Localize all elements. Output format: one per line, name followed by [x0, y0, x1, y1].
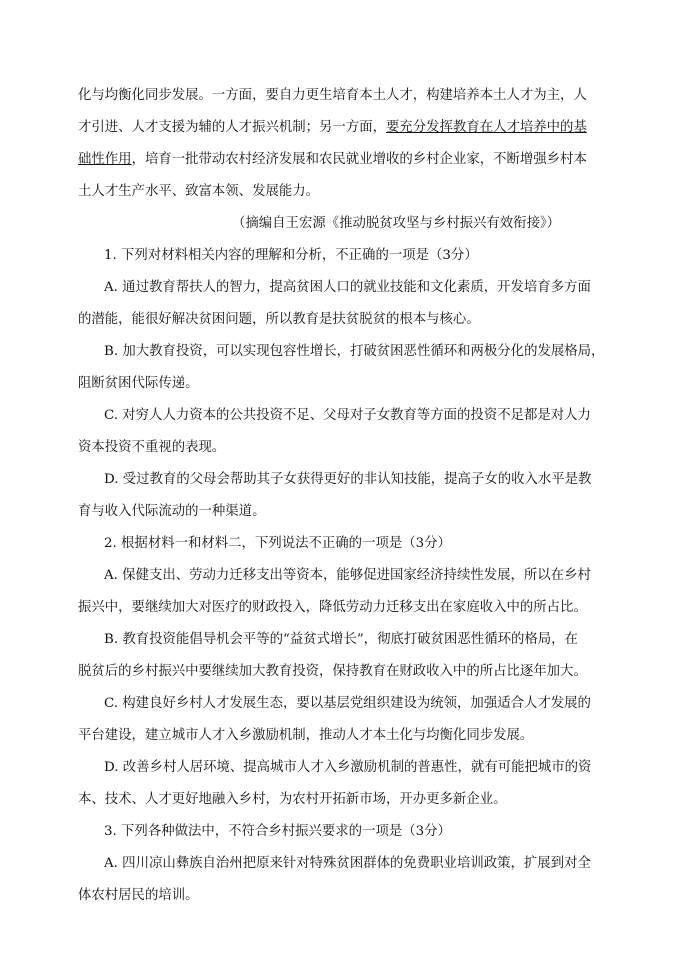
option-line: 资本投资不重视的表现。 [78, 440, 226, 455]
underlined-text: 础性作用 [78, 152, 132, 167]
source-citation: （摘编自王宏源《推动脱贫攻坚与乡村振兴有效衔接》） [232, 216, 561, 231]
option-line: B. 加大教育投资，可以实现包容性增长，打破贫困恶性循环和两极分化的发展格局， [104, 344, 605, 359]
option-line: A. 四川凉山彝族自治州把原来针对特殊贫困群体的免费职业培训政策，扩展到对全 [104, 856, 591, 871]
passage-text: ，培育一批带动农村经济发展和农民就业增收的乡村企业家，不断增强乡村本 [131, 152, 587, 167]
passage-line: 化与均衡化同步发展。一方面，要自力更生培育本土人才，构建培养本土人才为主，人 [78, 88, 587, 103]
passage-line [78, 148, 587, 167]
question-stem: 1. 下列对材料相关内容的理解和分析，不正确的一项是（3分） [104, 248, 478, 263]
option-line: 体农村居民的培训。 [78, 888, 199, 903]
option-line: A. 通过教育帮扶人的智力，提高贫困人口的就业技能和文化素质，开发培育多方面 [104, 280, 591, 295]
option-line: C. 对穷人人力资本的公共投资不足、父母对子女教育等方面的投资不足都是对人力 [104, 408, 591, 423]
option-line: 育与收入代际流动的一种渠道。 [78, 504, 266, 519]
option-line: C. 构建良好乡村人才发展生态，要以基层党组织建设为统领，加强适合人才发展的 [104, 696, 591, 711]
option-line: 本、技术、人才更好地融入乡村，为农村开拓新市场，开办更多新企业。 [78, 792, 507, 807]
passage-line: 土人才生产水平、致富本领、发展能力。 [78, 184, 320, 199]
option-line: 阻断贫困代际传递。 [78, 376, 199, 391]
question-stem: 3. 下列各种做法中，不符合乡村振兴要求的一项是（3分） [104, 824, 451, 839]
underlined-text: 要充分发挥教育在人才培养中的基 [385, 120, 587, 135]
option-line: B. 教育投资能倡导机会平等的“益贫式增长”，彻底打破贫困恶性循环的格局，在 [104, 632, 578, 647]
option-line: 的潜能，能很好解决贫困问题，所以教育是扶贫脱贫的根本与核心。 [78, 312, 480, 327]
option-line: 脱贫后的乡村振兴中要继续加大教育投资，保持教育在财政收入中的所占比逐年加大。 [78, 664, 587, 679]
option-line: 振兴中，要继续加大对医疗的财政投入，降低劳动力迁移支出在家庭收入中的所占比。 [78, 600, 587, 615]
passage-text: 才引进、人才支援为辅的人才振兴机制；另一方面， [78, 120, 386, 135]
passage-line [78, 116, 587, 135]
question-stem: 2. 根据材料一和材料二，下列说法不正确的一项是（3分） [104, 536, 451, 551]
option-line: 平台建设，建立城市人才入乡激励机制，推动人才本土化与均衡化同步发展。 [78, 728, 534, 743]
option-line: D. 受过教育的父母会帮助其子女获得更好的非认知技能，提高子女的收入水平是教 [104, 472, 592, 487]
option-line: D. 改善乡村人居环境、提高城市人才入乡激励机制的普惠性，就有可能把城市的资 [104, 760, 592, 775]
option-line: A. 保健支出、劳动力迁移支出等资本，能够促进国家经济持续性发展，所以在乡村 [104, 568, 591, 583]
